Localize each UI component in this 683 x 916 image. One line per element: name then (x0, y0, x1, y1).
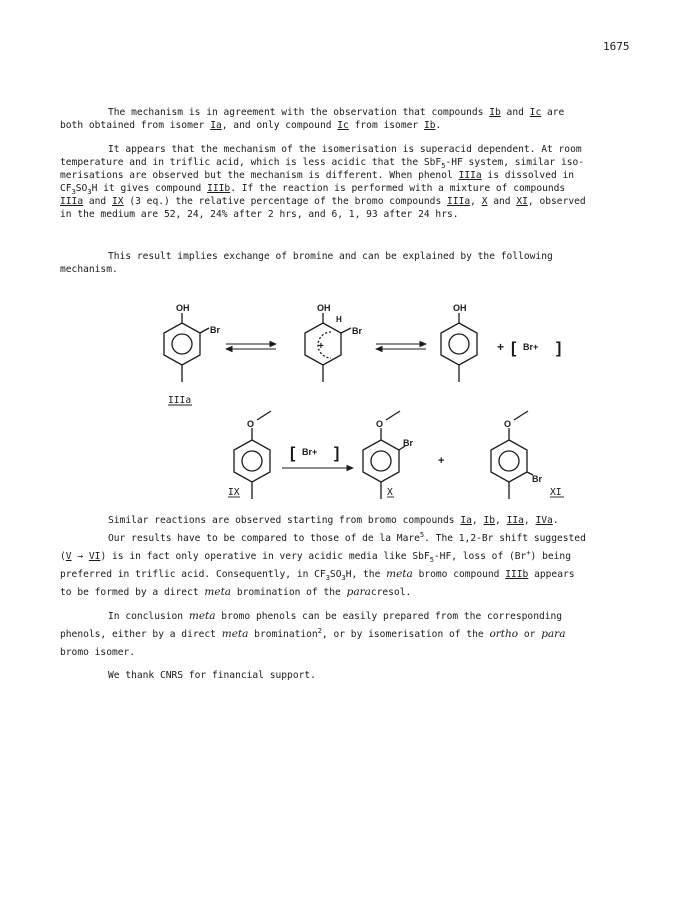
text-line: mechanism. (60, 264, 118, 275)
bracket-right: ] (334, 445, 340, 462)
oh-label: OH (453, 303, 467, 313)
text-line: in the medium are 52, 24, 24% after 2 hrs, and 6, 1, 93 after 24 hrs. (60, 209, 459, 220)
oh-label: OH (176, 303, 190, 313)
equilibrium-arrow (376, 344, 426, 349)
text-line: In conclusion meta bromo phenols can be easily prepared from the corresponding (108, 610, 563, 622)
text-line: bromo isomer. (60, 647, 136, 658)
acknowledgement (60, 669, 620, 682)
text-line: This result implies exchange of bromine and can be explained by the following (108, 251, 553, 262)
structure-XI (491, 411, 533, 499)
br-label: Br (352, 326, 363, 336)
plus-sign: + (497, 340, 505, 354)
text-line: both obtained from isomer Ia, and only compound Ic from isomer Ib. (60, 120, 442, 131)
paragraph-conclusion (60, 610, 620, 659)
text-line: Similar reactions are observed starting from bromo compounds Ia, Ib, IIa, IVa. (108, 515, 559, 526)
text-line: (V → VI) is in fact only operative in very acidic media like SbF$_5$-HF, loss of (Br+) being (60, 548, 571, 564)
oh-label: OH (317, 303, 331, 313)
text-line: preferred in triflic acid. Consequently, in $CF_3SO_3H$, the meta bromo compound IIIb appears (60, 568, 575, 582)
plus-sign: + (438, 455, 445, 467)
text-line: phenols, either by a direct meta bromination$^2$, or by isomerisation of the ortho or para (60, 626, 566, 640)
text-line: to be formed by a direct meta bromination of the paracresol. (60, 586, 412, 598)
structure-X (363, 411, 405, 499)
br-label: Br (532, 474, 543, 484)
text-line: The mechanism is in agreement with the observation that compounds Ib and Ic are (108, 107, 565, 118)
equilibrium-arrow (226, 344, 276, 349)
bracket-left: [ (290, 445, 296, 462)
o-label: O (247, 419, 255, 429)
label-X: X (387, 487, 393, 498)
label-IX: IX (228, 487, 240, 498)
h-label: H (336, 315, 342, 324)
br-label: Br (403, 438, 414, 448)
o-label: O (376, 419, 384, 429)
page-number: 1675 (603, 40, 630, 53)
label-XI: XI (550, 487, 562, 498)
positive-charge: + (318, 341, 324, 352)
paragraph-similar-reactions (60, 514, 620, 599)
text-line: Our results have to be compared to those of de la Mare$^5$. The 1,2-Br shift suggested (108, 530, 586, 544)
br-label: Br (210, 325, 221, 335)
structure-arenium-intermediate (305, 313, 351, 382)
bromonium-ion: Br+ (523, 342, 539, 352)
text-line: IIIa and IX (3 eq.) the relative percentage of the bromo compounds IIIa, X and XI, observed (60, 196, 586, 207)
label-IIIa: IIIa (168, 395, 192, 406)
bracket-left: [ (511, 340, 517, 357)
text-line: $CF_3SO_3H$ it gives compound IIIb. If the reaction is performed with a mixture of compounds (60, 183, 566, 196)
text-line: temperature and in triflic acid, which is less acidic that the SbF$_5$-HF system, similar iso- (60, 157, 585, 170)
structure-IIIa (164, 313, 209, 382)
bracket-right: ] (556, 340, 562, 357)
bromonium-ion: Br+ (302, 447, 318, 457)
o-label: O (504, 419, 512, 429)
structure-p-cresol (441, 313, 477, 382)
text-line: We thank CNRS for financial support. (108, 670, 316, 681)
text-line: merisations are observed but the mechanism is different. When phenol IIIa is dissolved in (60, 170, 575, 181)
text-line: It appears that the mechanism of the isomerisation is superacid dependent. At room (108, 144, 582, 155)
